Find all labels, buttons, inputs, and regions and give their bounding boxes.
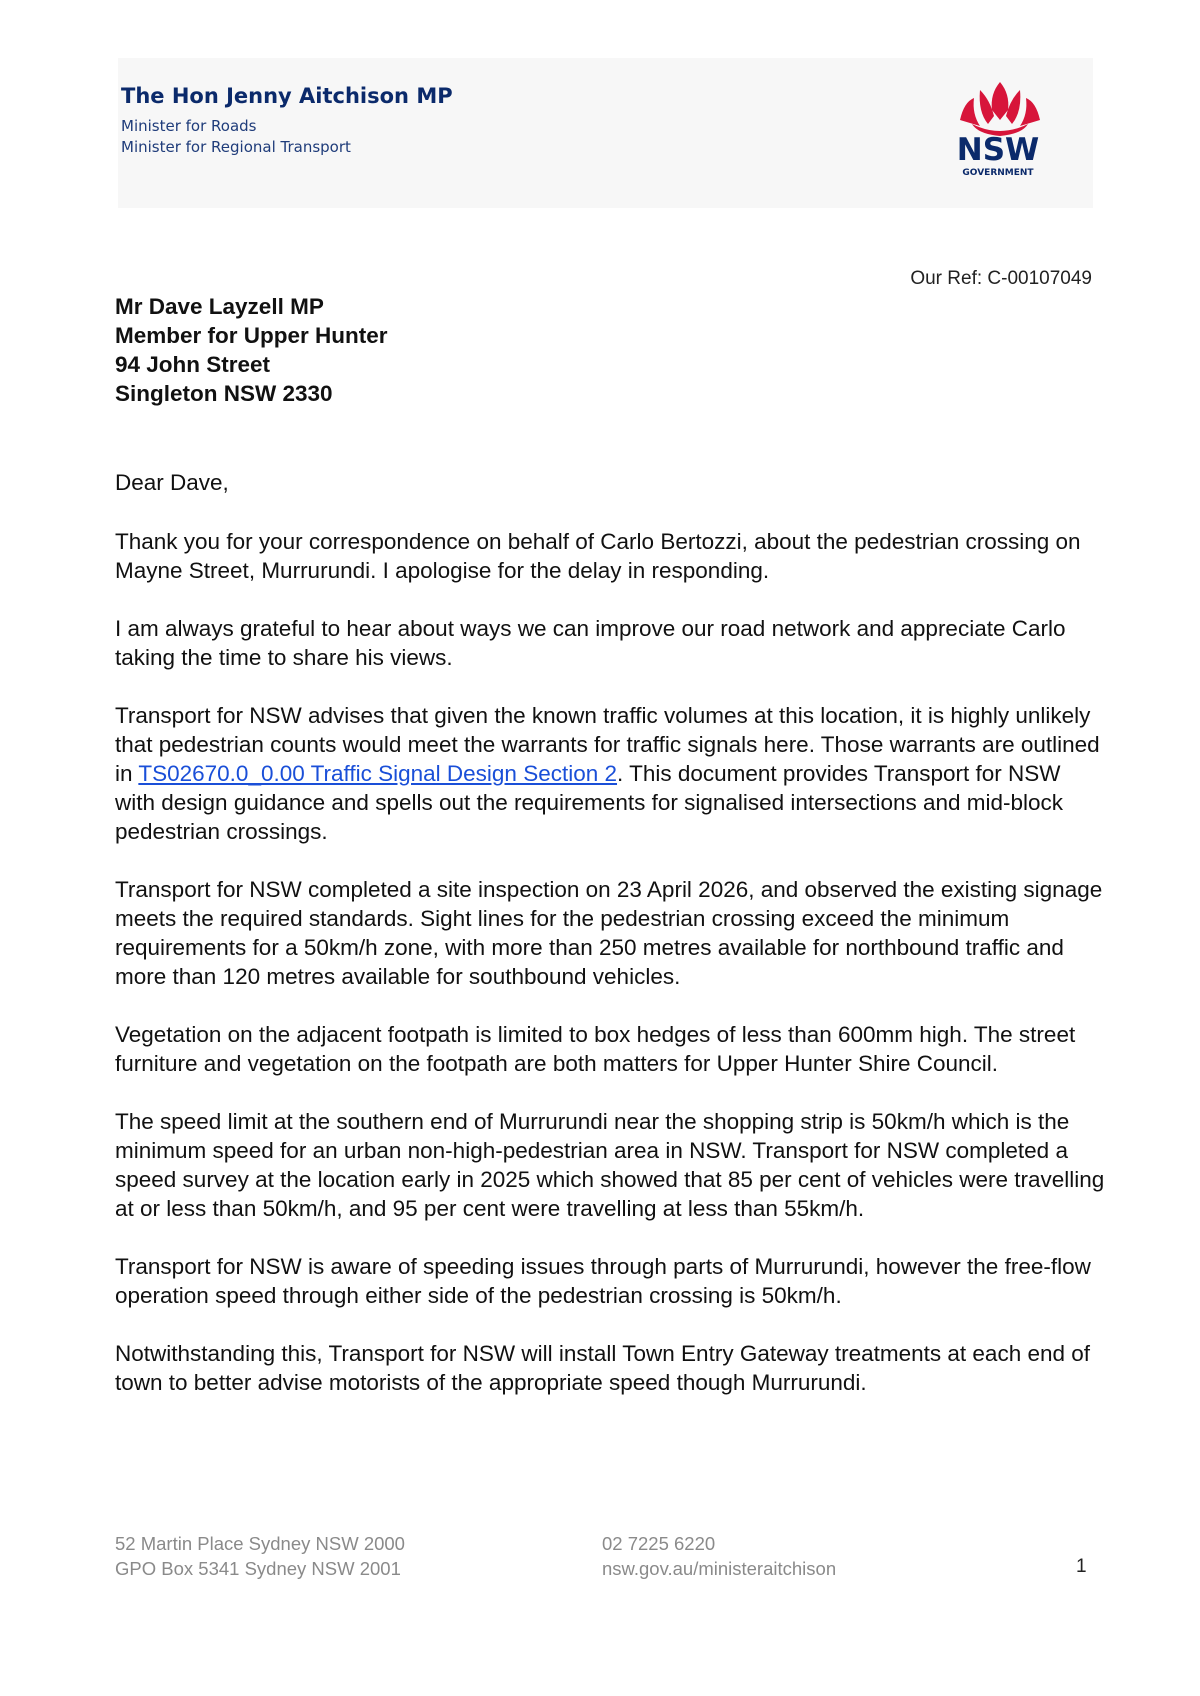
paragraph-5: Vegetation on the adjacent footpath is limited to box hedges of less than 600mm high. The street furniture and vegetation on the footpath are both matters for Upper Hunter Shire Council. bbox=[115, 1022, 1076, 1076]
waratah-petal-center bbox=[992, 82, 1009, 120]
our-reference: Our Ref: C-00107049 bbox=[910, 268, 1092, 289]
letterhead-band bbox=[118, 58, 1093, 208]
footer-contact bbox=[602, 1531, 836, 1581]
waratah-petal-right bbox=[1020, 98, 1040, 126]
paragraph-8: Notwithstanding this, Transport for NSW will install Town Entry Gateway treatments at each end of town to better advise motorists of the appropriate speed though Murrurundi. bbox=[115, 1341, 1091, 1395]
recipient-street: 94 John Street bbox=[115, 352, 271, 377]
government-logo-text: GOVERNMENT bbox=[962, 168, 1034, 178]
recipient-name: Mr Dave Layzell MP bbox=[115, 294, 324, 319]
paragraph-2: I am always grateful to hear about ways we can improve our road network and appreciate Carlo taking the time to share his views. bbox=[115, 616, 1066, 670]
recipient-town: Singleton NSW 2330 bbox=[115, 381, 333, 406]
minister-role-regional-transport: Minister for Regional Transport bbox=[121, 138, 351, 156]
recipient-title: Member for Upper Hunter bbox=[115, 323, 388, 348]
minister-name: The Hon Jenny Aitchison MP bbox=[121, 84, 453, 108]
page-number: 1 bbox=[1076, 1556, 1087, 1577]
nsw-logo-text: NSW bbox=[956, 132, 1040, 168]
footer-street-address: 52 Martin Place Sydney NSW 2000 bbox=[115, 1533, 405, 1554]
paragraph-3-text-b: . This document provides Transport for NSW with design guidance and spells out the requirements for signalised intersections and mid-block pedestrian crossings. bbox=[115, 761, 1064, 844]
waratah-petal-left bbox=[960, 98, 980, 126]
paragraph-3 bbox=[115, 701, 1105, 846]
paragraph-7: Transport for NSW is aware of speeding issues through parts of Murrurundi, however the free-flow operation speed through either side of the pedestrian crossing is 50km/h. bbox=[115, 1254, 1091, 1308]
recipient-address bbox=[115, 292, 388, 408]
footer-website: nsw.gov.au/ministeraitchison bbox=[602, 1558, 837, 1579]
footer-phone: 02 7225 6220 bbox=[602, 1533, 716, 1554]
paragraph-1: Thank you for your correspondence on behalf of Carlo Bertozzi, about the pedestrian crossing on Mayne Street, Murrurundi. I apologise for the delay in responding. bbox=[115, 529, 1081, 583]
paragraph-4: Transport for NSW completed a site inspection on 23 April 2026, and observed the existing signage meets the required standards. Sight lines for the pedestrian crossing exceed the minimum requirements for a 50km/h zone, with more than 250 metres available for northbound traffic and more than 120 metres available for southbound vehicles. bbox=[115, 877, 1103, 989]
minister-role-roads: Minister for Roads bbox=[121, 117, 257, 135]
salutation: Dear Dave, bbox=[115, 470, 229, 495]
paragraph-3-text-a: Transport for NSW advises that given the known traffic volumes at this location, it is highly unlikely that pedestrian counts would meet the warrants for traffic signals here. Those warrants are outlined in bbox=[115, 703, 1100, 786]
paragraph-6: The speed limit at the southern end of Murrurundi near the shopping strip is 50km/h which is the minimum speed for an urban non-high-pedestrian area in NSW. Transport for NSW completed a speed survey at the location early in 2025 which showed that 85 per cent of vehicles were travelling at or less than 50km/h, and 95 per cent were travelling at less than 55km/h. bbox=[115, 1109, 1105, 1221]
letter-body bbox=[115, 527, 1105, 1426]
traffic-signal-design-link[interactable]: TS02670.0_0.00 Traffic Signal Design Section 2 bbox=[138, 761, 618, 786]
footer-addresses bbox=[115, 1531, 405, 1581]
footer-postal-address: GPO Box 5341 Sydney NSW 2001 bbox=[115, 1558, 401, 1579]
